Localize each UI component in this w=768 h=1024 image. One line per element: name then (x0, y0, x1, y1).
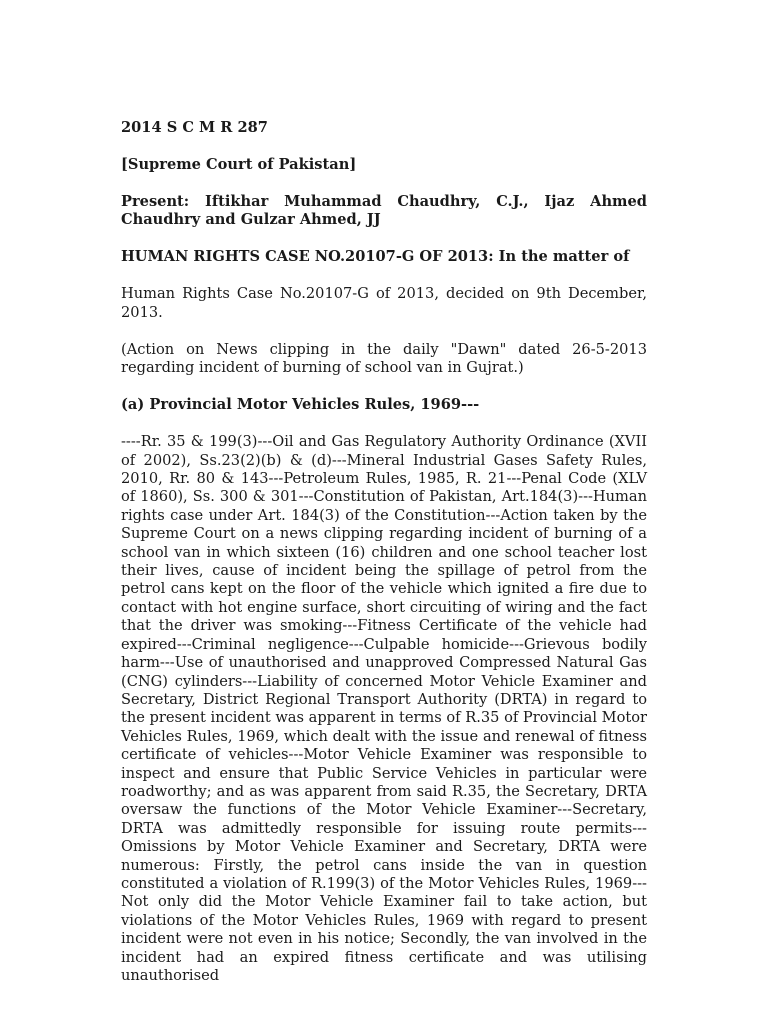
judgment-text (121, 119, 647, 985)
decision-date: Human Rights Case No.20107-G of 2013, decided on 9th December, 2013. (121, 285, 647, 321)
headnote-body: ----Rr. 35 & 199(3)---Oil and Gas Regulatory Authority Ordinance (XVII of 2002), Ss.23(2)(b) & (d)---Mineral Industrial Gases Safety Rules, 2010, Rr. 80 & 143---Petroleum Rules, 1985, R. 21---Penal Code (XLV of 1860), Ss. 300 & 301---Constitution of Pakistan, Art.184(3)---Human rights case under Art. 184(3) of the Constitution---Action taken by the Supreme Court on a news clipping regarding incident of burning of a school van in which sixteen (16) children and one school teacher lost their lives, cause of incident being the spillage of petrol from the petrol cans kept on the floor of the vehicle which ignited a fire due to contact with hot engine surface, short circuiting of wiring and the fact that the driver was smoking---Fitness Certificate of the vehicle had expired---Criminal negligence---Culpable homicide---Grievous bodily harm---Use of unauthorised and unapproved Compressed Natural Gas (CNG) cylinders---Liability of concerned Motor Vehicle Examiner and Secretary, District Regional Transport Authority (DRTA) in regard to the present incident was apparent in terms of R.35 of Provincial Motor Vehicles Rules, 1969, which dealt with the issue and renewal of fitness certificate of vehicles---Motor Vehicle Examiner was responsible to inspect and ensure that Public Service Vehicles in particular were roadworthy; and as was apparent from said R.35, the Secretary, DRTA oversaw the functions of the Motor Vehicle Examiner---Secretary, DRTA was admittedly responsible for issuing route permits---Omissions by Motor Vehicle Examiner and Secretary, DRTA were numerous: Firstly, the petrol cans inside the van in question constituted a violation of R.199(3) of the Motor Vehicles Rules, 1969---Not only did the Motor Vehicle Examiner fail to take action, but violations of the Motor Vehicles Rules, 1969 with regard to present incident were not even in his notice; Secondly, the van involved in the incident had an expired fitness certificate and was utilising unauthorised (121, 433, 647, 984)
action-note: (Action on News clipping in the daily "Dawn" dated 26-5-2013 regarding incident of burning of school van in Gujrat.) (121, 340, 647, 377)
case-title: HUMAN RIGHTS CASE NO.20107-G OF 2013: In the matter of (121, 248, 630, 266)
headnote-heading: (a) Provincial Motor Vehicles Rules, 1969--- (121, 396, 480, 414)
citation: 2014 S C M R 287 (121, 119, 268, 136)
bench-present: Present: Iftikhar Muhammad Chaudhry, C.J., Ijaz Ahmed Chaudhry and Gulzar Ahmed, JJ (121, 193, 647, 229)
court-name: [Supreme Court of Pakistan] (121, 156, 357, 173)
